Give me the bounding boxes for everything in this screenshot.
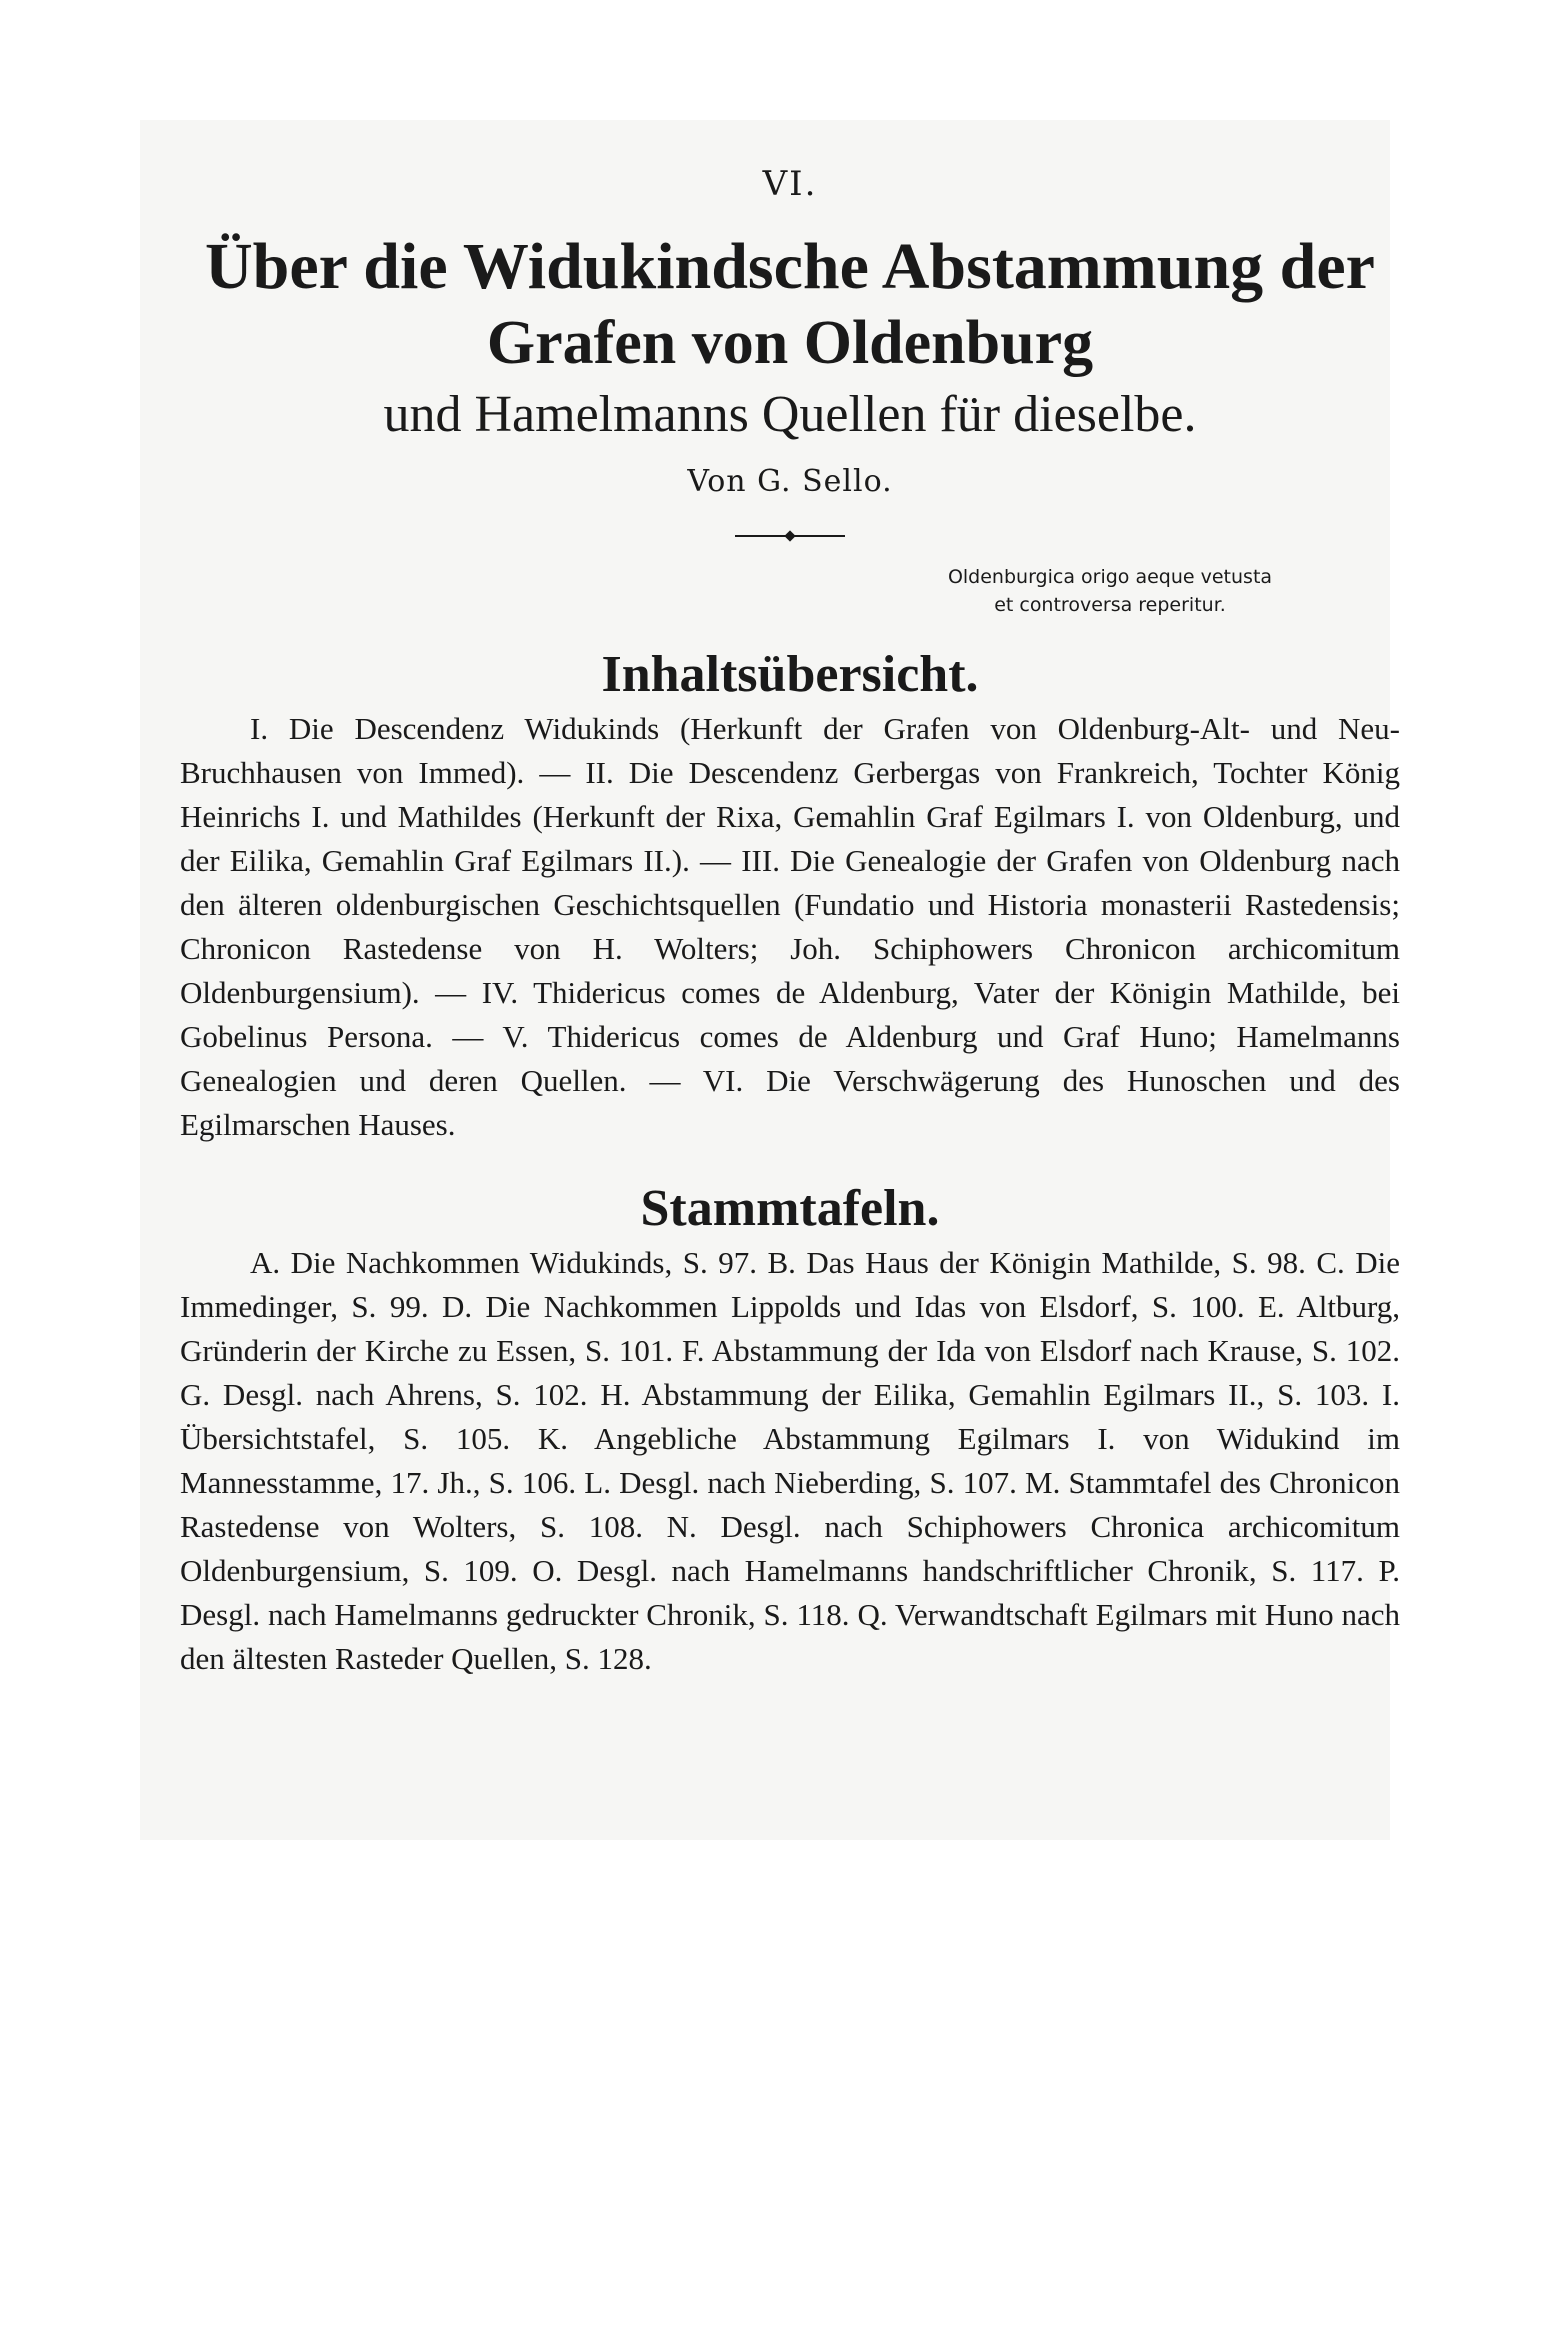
chapter-number: VI. (762, 164, 818, 204)
epigraph-line-2: et controversa reperitur. (994, 594, 1226, 616)
ornamental-divider (735, 535, 845, 537)
contents-heading: Inhaltsübersicht. (601, 646, 979, 703)
document-page (180, 160, 1400, 1681)
title-line-2: Grafen von Oldenburg (486, 309, 1094, 377)
contents-paragraph: I. Die Descendenz Widukinds (Herkunft der Grafen von Oldenburg-Alt- und Neu-Bruchhausen von Immed). — II. Die Descendenz Gerbergas von Frankreich, Tochter König Heinrichs I. und Mathildes (Herkunft der Rixa, Gemahlin Graf Egilmars I. von Oldenburg, und der Eilika, Gemahlin Graf Egilmars II.). — III. Die Genealogie der Grafen von Oldenburg nach den älteren oldenburgischen Geschichtsquellen (Fundatio und Historia monasterii Rastedensis; Chronicon Rastedense von H. Wolters; Joh. Schiphowers Chronicon archicomitum Oldenburgensium). — IV. Thidericus comes de Aldenburg, Vater der Königin Mathilde, bei Gobelinus Persona. — V. Thidericus comes de Aldenburg und Graf Huno; Hamelmanns Genealogien und deren Quellen. — VI. Die Verschwägerung des Hunoschen und des Egilmarschen Hauses. (180, 711, 1400, 1142)
family-tables-paragraph: A. Die Nachkommen Widukinds, S. 97. B. Das Haus der Königin Mathilde, S. 98. C. Die Immedinger, S. 99. D. Die Nachkommen Lippolds und Idas von Elsdorf, S. 100. E. Altburg, Gründerin der Kirche zu Essen, S. 101. F. Abstammung der Ida von Elsdorf nach Krause, S. 102. G. Desgl. nach Ahrens, S. 102. H. Abstammung der Eilika, Gemahlin Egilmars II., S. 103. I. Übersichtstafel, S. 105. K. Angebliche Abstammung Egilmars I. von Widukind im Mannesstamme, 17. Jh., S. 106. L. Desgl. nach Nieberding, S. 107. M. Stammtafel des Chronicon Rastedense von Wolters, S. 108. N. Desgl. nach Schiphowers Chronica archicomitum Oldenburgensium, S. 109. O. Desgl. nach Hamelmanns handschriftlicher Chronik, S. 117. P. Desgl. nach Hamelmanns gedruckter Chronik, S. 118. Q. Verwandtschaft Egilmars mit Huno nach den ältesten Rasteder Quellen, S. 128. (180, 1245, 1400, 1676)
epigraph (880, 563, 1340, 619)
epigraph-line-1: Oldenburgica origo aeque vetusta (947, 566, 1273, 588)
author-byline: Von G. Sello. (687, 464, 893, 499)
family-tables-heading: Stammtafeln. (640, 1180, 940, 1237)
title-line-1: Über die Widukindsche Abstammung der (205, 230, 1375, 303)
title-line-3: und Hamelmanns Quellen für dieselbe. (383, 386, 1197, 443)
